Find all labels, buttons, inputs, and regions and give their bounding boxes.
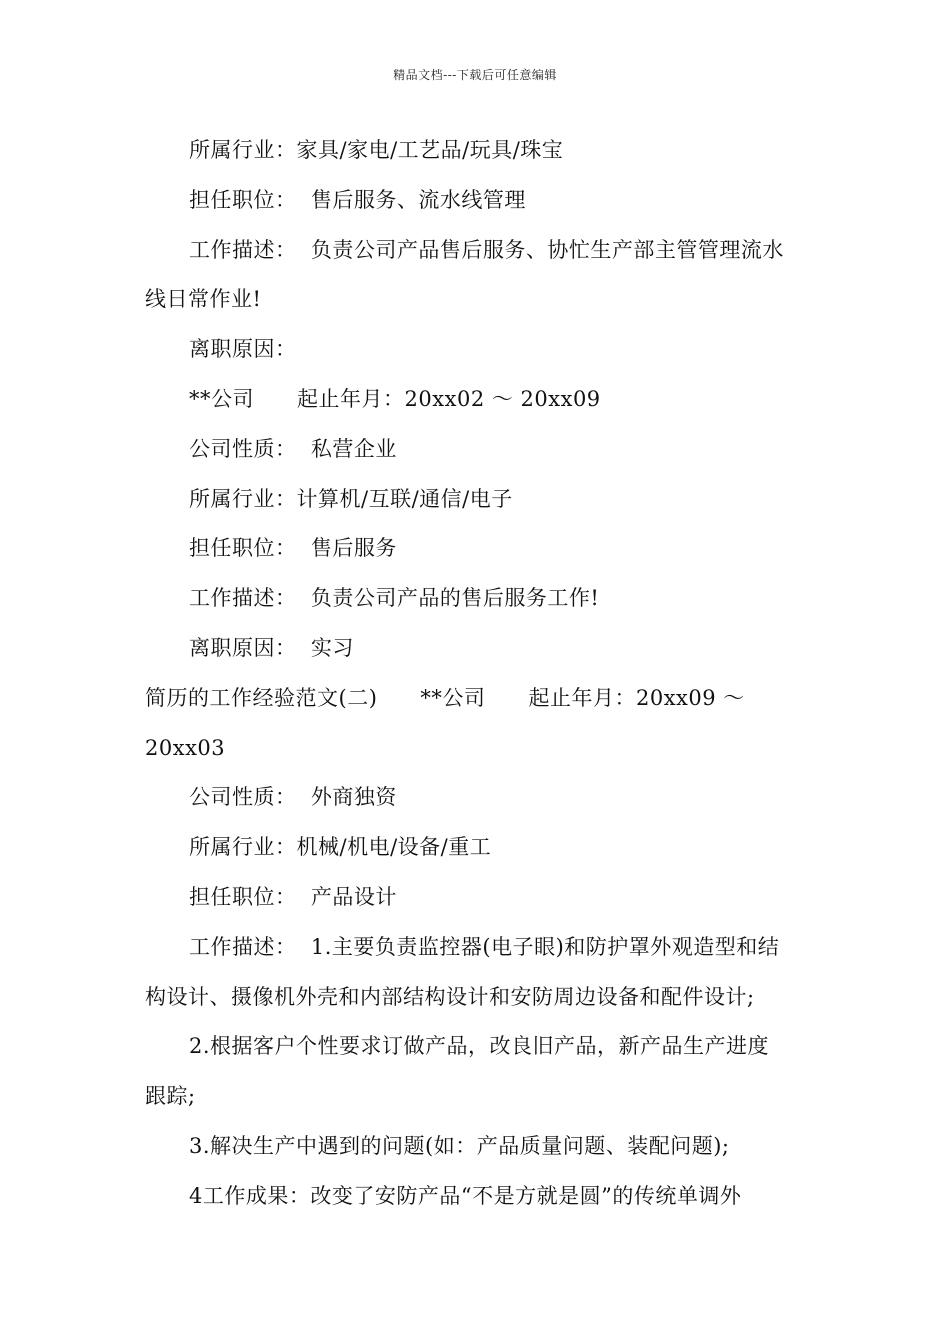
text-line: 20xx03	[145, 735, 226, 760]
text-line: 离职原因：	[189, 337, 297, 362]
section-heading-line: 简历的工作经验范文(二) **公司 起止年月：20xx09 ～	[145, 685, 745, 710]
text-line: 所属行业：计算机/互联/通信/电子	[189, 486, 513, 511]
text-line: 离职原因： 实习	[189, 635, 354, 660]
text-line: 担任职位： 售后服务	[189, 536, 397, 561]
text-line: 公司性质： 私营企业	[189, 436, 397, 461]
text-line: 构设计、摄像机外壳和内部结构设计和安防周边设备和配件设计;	[145, 984, 755, 1009]
text-line: 所属行业：家具/家电/工艺品/玩具/珠宝	[189, 138, 564, 162]
page-header: 精品文档---下载后可任意编辑	[393, 68, 557, 82]
text-line: 公司性质： 外商独资	[189, 785, 397, 810]
text-line: 工作描述： 负责公司产品的售后服务工作!	[189, 586, 600, 611]
text-line: 担任职位： 产品设计	[189, 884, 397, 909]
text-line: 担任职位： 售后服务、流水线管理	[189, 187, 526, 212]
text-line: **公司 起止年月：20xx02 ～ 20xx09	[189, 386, 601, 411]
text-line: 2.根据客户个性要求订做产品，改良旧产品，新产品生产进度	[189, 1034, 770, 1059]
text-line: 3.解决生产中遇到的问题(如：产品质量问题、装配问题);	[189, 1133, 730, 1158]
text-line: 工作描述： 1.主要负责监控器(电子眼)和防护罩外观造型和结	[189, 934, 780, 959]
text-line: 线日常作业!	[145, 287, 262, 312]
text-line: 所属行业：机械/机电/设备/重工	[189, 835, 492, 860]
text-line: 跟踪;	[145, 1084, 196, 1109]
text-line: 工作描述： 负责公司产品售后服务、协忙生产部主管管理流水	[189, 237, 784, 262]
text-line: 4工作成果：改变了安防产品“不是方就是圆”的传统单调外	[189, 1183, 742, 1208]
document-body	[145, 126, 810, 1222]
